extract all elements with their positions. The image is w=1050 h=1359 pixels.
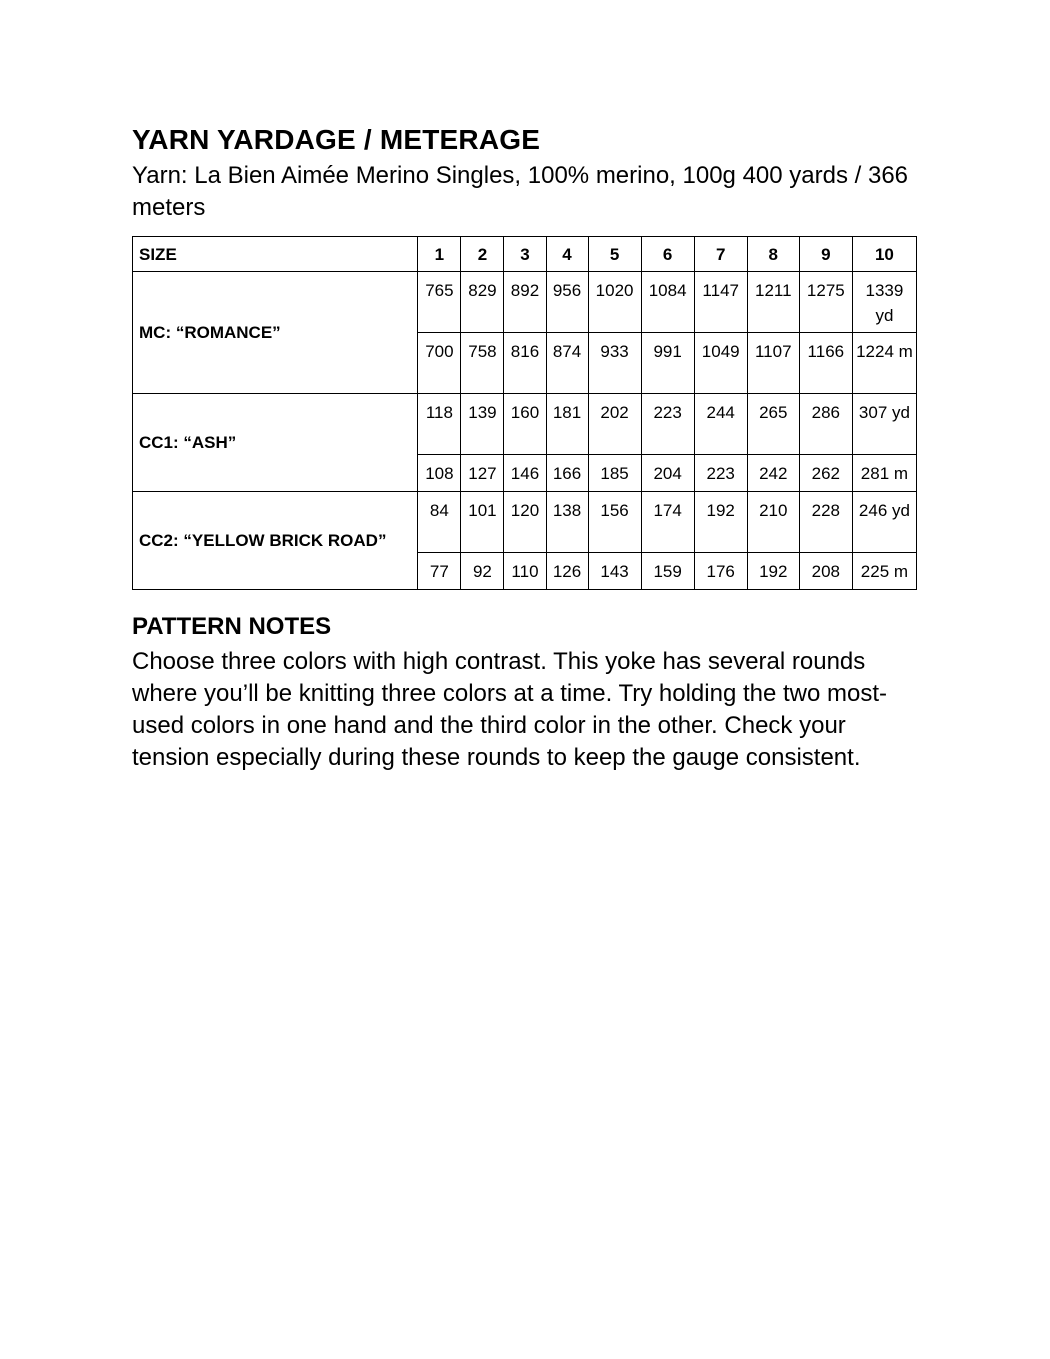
table-cell: 84 [418,492,461,553]
size-column-header: 4 [546,237,588,272]
table-cell: 265 [747,394,799,455]
table-cell: 146 [504,455,546,492]
size-column-header: 10 [852,237,916,272]
table-cell: 1049 [694,333,747,394]
table-cell: 139 [461,394,504,455]
table-cell: 77 [418,553,461,590]
row-label-mc: MC: “ROMANCE” [133,272,418,394]
table-cell: 181 [546,394,588,455]
table-cell: 160 [504,394,546,455]
table-cell: 92 [461,553,504,590]
size-column-header: 7 [694,237,747,272]
table-row-cc1-yards [133,394,917,455]
table-cell: 242 [747,455,799,492]
size-column-header: 9 [799,237,852,272]
table-cell: 829 [461,272,504,333]
table-cell: 1275 [799,272,852,333]
table-cell: 816 [504,333,546,394]
table-cell: 262 [799,455,852,492]
yarn-description: Yarn: La Bien Aimée Merino Singles, 100% merino, 100g 400 yards / 366 meters [132,162,909,221]
document-page [132,122,932,774]
table-cell: 286 [799,394,852,455]
table-cell: 204 [641,455,694,492]
table-cell: 159 [641,553,694,590]
table-cell: 1084 [641,272,694,333]
size-column-header: 8 [747,237,799,272]
table-cell: 210 [747,492,799,553]
table-cell: 192 [694,492,747,553]
table-cell: 202 [588,394,641,455]
table-cell: 127 [461,455,504,492]
table-cell: 933 [588,333,641,394]
table-cell: 281 m [852,455,916,492]
table-cell: 1339 yd [852,272,916,333]
size-column-header: 2 [461,237,504,272]
table-cell: 307 yd [852,394,916,455]
table-cell: 1166 [799,333,852,394]
table-cell: 166 [546,455,588,492]
table-cell: 956 [546,272,588,333]
table-cell: 108 [418,455,461,492]
table-cell: 118 [418,394,461,455]
table-cell: 126 [546,553,588,590]
yardage-table [132,236,917,590]
size-column-header: 6 [641,237,694,272]
table-cell: 228 [799,492,852,553]
table-cell: 1107 [747,333,799,394]
table-cell: 1211 [747,272,799,333]
table-cell: 138 [546,492,588,553]
table-cell: 110 [504,553,546,590]
size-header: SIZE [133,237,418,272]
table-cell: 765 [418,272,461,333]
table-cell: 246 yd [852,492,916,553]
table-cell: 1224 m [852,333,916,394]
table-cell: 192 [747,553,799,590]
page-title: YARN YARDAGE / METERAGE [132,124,541,155]
table-cell: 120 [504,492,546,553]
table-header-row [133,237,917,272]
pattern-notes-text: Choose three colors with high contrast. This yoke has several rounds where you’ll be knitting three colors at a time. Try holding the two most-used colors in one hand and the third color in the other. Check your tension especially during these rounds to keep the gauge consistent. [132,648,888,771]
table-cell: 1147 [694,272,747,333]
table-cell: 143 [588,553,641,590]
size-column-header: 5 [588,237,641,272]
table-cell: 874 [546,333,588,394]
section-title-pattern-notes: PATTERN NOTES [132,613,332,640]
table-row-mc-yards [133,272,917,333]
table-cell: 101 [461,492,504,553]
table-cell: 1020 [588,272,641,333]
size-column-header: 1 [418,237,461,272]
table-row-cc2-yards [133,492,917,553]
table-cell: 991 [641,333,694,394]
table-cell: 176 [694,553,747,590]
table-cell: 223 [694,455,747,492]
size-column-header: 3 [504,237,546,272]
table-cell: 185 [588,455,641,492]
table-cell: 244 [694,394,747,455]
table-cell: 892 [504,272,546,333]
table-cell: 156 [588,492,641,553]
row-label-cc1: CC1: “ASH” [133,394,418,492]
table-cell: 174 [641,492,694,553]
table-cell: 758 [461,333,504,394]
row-label-cc2: CC2: “YELLOW BRICK ROAD” [133,492,418,590]
table-cell: 208 [799,553,852,590]
table-cell: 223 [641,394,694,455]
table-cell: 225 m [852,553,916,590]
table-cell: 700 [418,333,461,394]
